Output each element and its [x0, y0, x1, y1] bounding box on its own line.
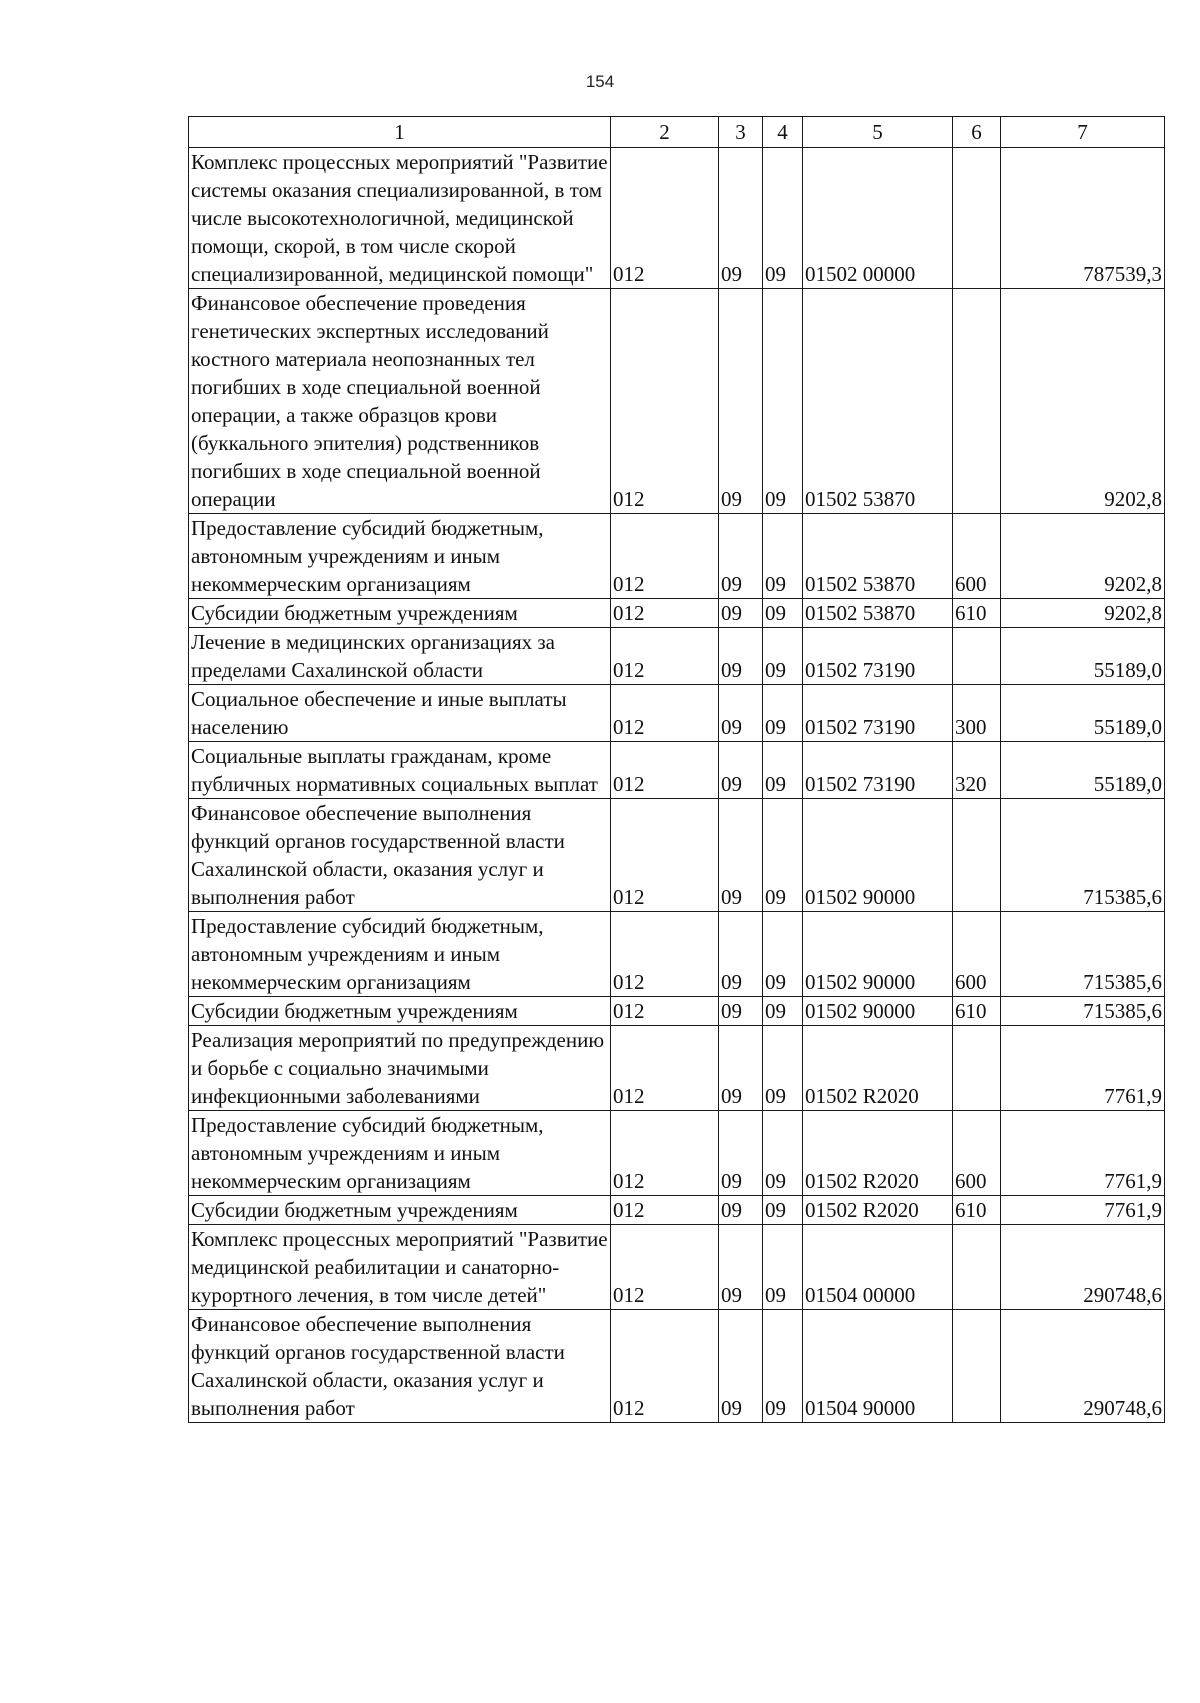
row-amount: 9202,8	[1001, 599, 1165, 628]
row-col-2: 012	[611, 599, 719, 628]
table-row	[189, 1310, 1165, 1423]
row-col-4: 09	[763, 799, 803, 912]
row-amount: 787539,3	[1001, 148, 1165, 289]
row-col-2: 012	[611, 685, 719, 742]
row-name: Предоставление субсидий бюджетным, автономным учреждениям и иным некоммерческим организациям	[189, 1111, 611, 1196]
row-col-3: 09	[719, 742, 763, 799]
row-col-3: 09	[719, 289, 763, 514]
row-col-6: 600	[953, 1111, 1001, 1196]
row-col-2: 012	[611, 799, 719, 912]
row-col-5: 01502 53870	[803, 514, 953, 599]
row-col-3: 09	[719, 599, 763, 628]
row-amount: 7761,9	[1001, 1026, 1165, 1111]
row-col-6: 610	[953, 599, 1001, 628]
row-col-2: 012	[611, 514, 719, 599]
row-name: Комплекс процессных мероприятий "Развитие системы оказания специализированной, в том числе высокотехнологичной, медицинской помощи, скорой, в том числе скорой специализированной, медицинской помощи"	[189, 148, 611, 289]
row-col-2: 012	[611, 1225, 719, 1310]
table-row	[189, 289, 1165, 514]
row-col-5: 01502 73190	[803, 685, 953, 742]
row-col-2: 012	[611, 1310, 719, 1423]
row-col-3: 09	[719, 628, 763, 685]
row-name: Финансовое обеспечение выполнения функций органов государственной власти Сахалинской области, оказания услуг и выполнения работ	[189, 1310, 611, 1423]
row-col-4: 09	[763, 997, 803, 1026]
row-amount: 7761,9	[1001, 1196, 1165, 1225]
row-col-4: 09	[763, 599, 803, 628]
row-col-5: 01502 R2020	[803, 1196, 953, 1225]
row-col-3: 09	[719, 799, 763, 912]
row-amount: 715385,6	[1001, 912, 1165, 997]
row-col-5: 01502 90000	[803, 912, 953, 997]
row-col-4: 09	[763, 1196, 803, 1225]
row-amount: 290748,6	[1001, 1225, 1165, 1310]
row-col-3: 09	[719, 685, 763, 742]
row-col-2: 012	[611, 628, 719, 685]
table-row	[189, 742, 1165, 799]
row-col-6: 600	[953, 912, 1001, 997]
row-col-4: 09	[763, 1310, 803, 1423]
row-amount: 290748,6	[1001, 1310, 1165, 1423]
row-name: Лечение в медицинских организациях за пределами Сахалинской области	[189, 628, 611, 685]
table-row	[189, 1196, 1165, 1225]
row-col-4: 09	[763, 1225, 803, 1310]
header-col-5: 5	[803, 117, 953, 148]
table-row	[189, 912, 1165, 997]
row-col-6	[953, 289, 1001, 514]
row-col-6: 320	[953, 742, 1001, 799]
row-col-4: 09	[763, 742, 803, 799]
table-row	[189, 1225, 1165, 1310]
row-col-4: 09	[763, 1111, 803, 1196]
row-name: Реализация мероприятий по предупреждению и борьбе с социально значимыми инфекционными заболеваниями	[189, 1026, 611, 1111]
row-col-5: 01504 00000	[803, 1225, 953, 1310]
row-col-4: 09	[763, 912, 803, 997]
row-col-3: 09	[719, 514, 763, 599]
row-col-3: 09	[719, 1196, 763, 1225]
row-col-3: 09	[719, 1026, 763, 1111]
header-col-4: 4	[763, 117, 803, 148]
row-name: Субсидии бюджетным учреждениям	[189, 599, 611, 628]
row-col-6	[953, 148, 1001, 289]
row-amount: 715385,6	[1001, 997, 1165, 1026]
row-amount: 7761,9	[1001, 1111, 1165, 1196]
row-col-2: 012	[611, 997, 719, 1026]
row-col-4: 09	[763, 628, 803, 685]
row-col-6: 610	[953, 1196, 1001, 1225]
row-col-6: 300	[953, 685, 1001, 742]
row-name: Финансовое обеспечение проведения генетических экспертных исследований костного материала неопознанных тел погибших в ходе специальной военной операции, а также образцов крови (буккального эпителия) родственников погибших в ходе специальной военной операции	[189, 289, 611, 514]
header-col-7: 7	[1001, 117, 1165, 148]
row-col-6: 600	[953, 514, 1001, 599]
row-col-5: 01502 53870	[803, 289, 953, 514]
row-col-3: 09	[719, 997, 763, 1026]
row-col-2: 012	[611, 912, 719, 997]
row-amount: 715385,6	[1001, 799, 1165, 912]
table-row	[189, 514, 1165, 599]
row-col-6	[953, 628, 1001, 685]
row-amount: 55189,0	[1001, 628, 1165, 685]
table-row	[189, 599, 1165, 628]
row-col-2: 012	[611, 1026, 719, 1111]
row-col-5: 01502 00000	[803, 148, 953, 289]
row-col-4: 09	[763, 1026, 803, 1111]
row-name: Предоставление субсидий бюджетным, автономным учреждениям и иным некоммерческим организациям	[189, 514, 611, 599]
row-col-4: 09	[763, 514, 803, 599]
row-amount: 9202,8	[1001, 289, 1165, 514]
row-amount: 55189,0	[1001, 685, 1165, 742]
header-col-2: 2	[611, 117, 719, 148]
row-col-5: 01502 90000	[803, 997, 953, 1026]
table-row	[189, 685, 1165, 742]
row-name: Социальное обеспечение и иные выплаты населению	[189, 685, 611, 742]
budget-table	[188, 116, 1165, 1423]
row-col-4: 09	[763, 685, 803, 742]
table-row	[189, 1026, 1165, 1111]
row-col-3: 09	[719, 148, 763, 289]
header-col-1: 1	[189, 117, 611, 148]
row-col-5: 01502 73190	[803, 742, 953, 799]
row-col-2: 012	[611, 742, 719, 799]
row-col-4: 09	[763, 289, 803, 514]
row-col-6	[953, 799, 1001, 912]
row-name: Социальные выплаты гражданам, кроме публичных нормативных социальных выплат	[189, 742, 611, 799]
table-row	[189, 1111, 1165, 1196]
row-name: Финансовое обеспечение выполнения функций органов государственной власти Сахалинской области, оказания услуг и выполнения работ	[189, 799, 611, 912]
row-col-2: 012	[611, 1111, 719, 1196]
row-amount: 9202,8	[1001, 514, 1165, 599]
header-row	[189, 117, 1165, 148]
table-row	[189, 799, 1165, 912]
row-col-4: 09	[763, 148, 803, 289]
row-col-3: 09	[719, 1310, 763, 1423]
row-col-2: 012	[611, 289, 719, 514]
header-col-3: 3	[719, 117, 763, 148]
row-col-6	[953, 1310, 1001, 1423]
row-col-2: 012	[611, 148, 719, 289]
row-name: Субсидии бюджетным учреждениям	[189, 997, 611, 1026]
row-amount: 55189,0	[1001, 742, 1165, 799]
row-col-5: 01502 90000	[803, 799, 953, 912]
row-col-5: 01502 73190	[803, 628, 953, 685]
table-row	[189, 997, 1165, 1026]
row-col-6: 610	[953, 997, 1001, 1026]
row-col-5: 01502 53870	[803, 599, 953, 628]
row-col-6	[953, 1026, 1001, 1111]
row-name: Комплекс процессных мероприятий "Развитие медицинской реабилитации и санаторно-курортного лечения, в том числе детей"	[189, 1225, 611, 1310]
row-col-3: 09	[719, 1111, 763, 1196]
row-col-3: 09	[719, 912, 763, 997]
row-col-2: 012	[611, 1196, 719, 1225]
row-col-5: 01502 R2020	[803, 1111, 953, 1196]
row-col-6	[953, 1225, 1001, 1310]
row-col-3: 09	[719, 1225, 763, 1310]
row-col-5: 01502 R2020	[803, 1026, 953, 1111]
table-row	[189, 148, 1165, 289]
row-name: Предоставление субсидий бюджетным, автономным учреждениям и иным некоммерческим организациям	[189, 912, 611, 997]
table-row	[189, 628, 1165, 685]
page-number: 154	[585, 72, 615, 91]
row-col-5: 01504 90000	[803, 1310, 953, 1423]
row-name: Субсидии бюджетным учреждениям	[189, 1196, 611, 1225]
header-col-6: 6	[953, 117, 1001, 148]
